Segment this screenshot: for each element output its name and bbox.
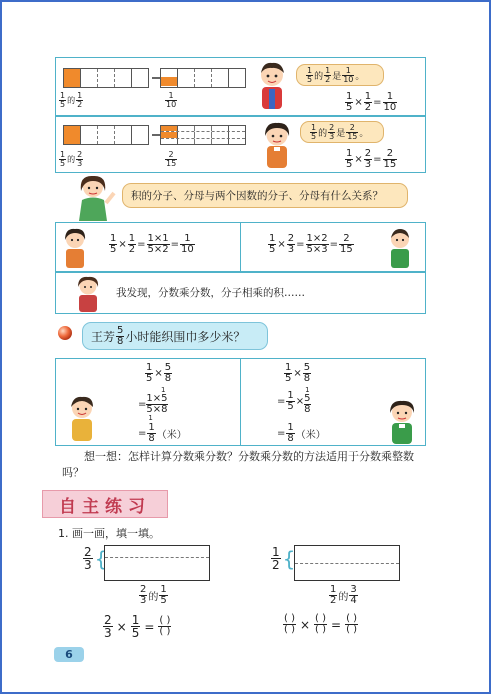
sol-left-line1: $\frac{1}{5}$ × $\frac{5}{8}$ (146, 362, 172, 384)
sol-right-line2: = $\frac{1}{5}$ × 1 5 8 (277, 386, 311, 415)
speech-bubble-1: $\frac{1}{5}$ 的 $\frac{1}{2}$ 是 $\frac{1}{10}$ 。 (296, 64, 384, 86)
answer-blank[interactable]: $\frac{( )}{( )}$ (159, 615, 171, 637)
bar-1-4 (63, 68, 149, 88)
girl-avatar (62, 227, 88, 269)
caption-left-1: $\frac{1}{5}$ 的 $\frac{1}{2}$ (60, 91, 83, 109)
ex1-right-label: $\frac{1}{2}$ { (272, 545, 296, 572)
exercise-title: 自主练习 (42, 490, 168, 518)
girl-avatar (260, 120, 294, 170)
teacher-avatar (70, 173, 116, 223)
page-number: 6 (54, 647, 84, 662)
ex1-right-caption: $\frac{1}{2}$ 的 $\frac{3}{4}$ (330, 584, 357, 606)
ex1-right-equation: $\frac{( )}{( )}$ × $\frac{( )}{( )}$ = $\frac{( )}{( )}$ (284, 613, 358, 635)
solution-left-box (55, 358, 241, 446)
caption-result-2: $\frac{2}{15}$ (166, 150, 177, 168)
calc-right-equation: $\frac{1}{5}$ × $\frac{2}{3}$ = $\frac{1\times 2}{5\times 3}$ = $\frac{2}{15}$ (269, 233, 353, 255)
ex1-left-equation: $\frac{2}{3}$ × $\frac{1}{5}$ = $\frac{( )}{( )}$ (104, 613, 171, 640)
caption-result-1: $\frac{1}{10}$ (166, 91, 177, 109)
answer-blank[interactable]: $\frac{( )}{( )}$ (346, 613, 358, 635)
answer-blank[interactable]: $\frac{( )}{( )}$ (284, 613, 295, 635)
calc-left-box (55, 222, 241, 272)
think-paragraph: 想一想：怎样计算分数乘分数？分数乘分数的方法适用于分数乘整数吗？ (62, 450, 414, 479)
ex1-left-label: $\frac{2}{3}$ { (84, 545, 108, 572)
boy-avatar (387, 227, 413, 269)
sol-right-line3: = $\frac{1}{8}$ （米） (277, 422, 326, 444)
speech-bubble-2: $\frac{1}{5}$ 的 $\frac{2}{3}$ 是 $\frac{2}{15}$ 。 (300, 121, 384, 143)
exercise-1-prompt: 1. 画一画，填一填。 (58, 527, 160, 540)
problem-bubble: 王芳 $\frac{5}{8}$ 小时能织围巾多少米？ (82, 322, 268, 350)
equation-1: $\frac{1}{5}$ × $\frac{1}{2}$ = $\frac{1}{10}$ (346, 91, 397, 113)
finding-text: 我发现，分数乘分数，分子相乘的积…… (116, 287, 305, 299)
sol-right-line1: $\frac{1}{5}$ × $\frac{5}{8}$ (285, 362, 311, 384)
boy-avatar (254, 61, 290, 111)
ball-bullet-icon (57, 325, 73, 341)
girl-avatar (74, 275, 102, 313)
bar-2-result (160, 125, 246, 145)
calc-right-box (240, 222, 426, 272)
solution-right-box (240, 358, 426, 446)
boy-avatar (66, 395, 98, 443)
calc-left-equation: $\frac{1}{5}$ × $\frac{1}{2}$ = $\frac{1\times 1}{5\times 2}$ = $\frac{1}{10}$ (110, 233, 194, 255)
bar-2-4 (63, 125, 149, 145)
caption-left-2: $\frac{1}{5}$ 的 $\frac{2}{3}$ (60, 150, 83, 168)
ex1-left-drawing-box[interactable] (104, 545, 210, 581)
section-1-box (55, 57, 426, 116)
finding-box (55, 272, 426, 314)
answer-blank[interactable]: $\frac{( )}{( )}$ (315, 613, 327, 635)
sol-left-line3: = $\frac{1}{8}$ （米） (138, 422, 187, 444)
ex1-right-drawing-box[interactable] (294, 545, 400, 581)
bar-1-result (160, 68, 246, 88)
equation-2: $\frac{1}{5}$ × $\frac{2}{3}$ = $\frac{2}{15}$ (346, 148, 397, 170)
sol-left-line2: = 1 1×5 5×8 1 (138, 386, 168, 422)
girl-avatar (385, 399, 419, 445)
section-2-box (55, 116, 426, 173)
teacher-question-bubble: 积的分子、分母与两个因数的分子、分母有什么关系？ (122, 183, 408, 208)
ex1-left-caption: $\frac{2}{3}$ 的 $\frac{1}{5}$ (140, 584, 167, 606)
